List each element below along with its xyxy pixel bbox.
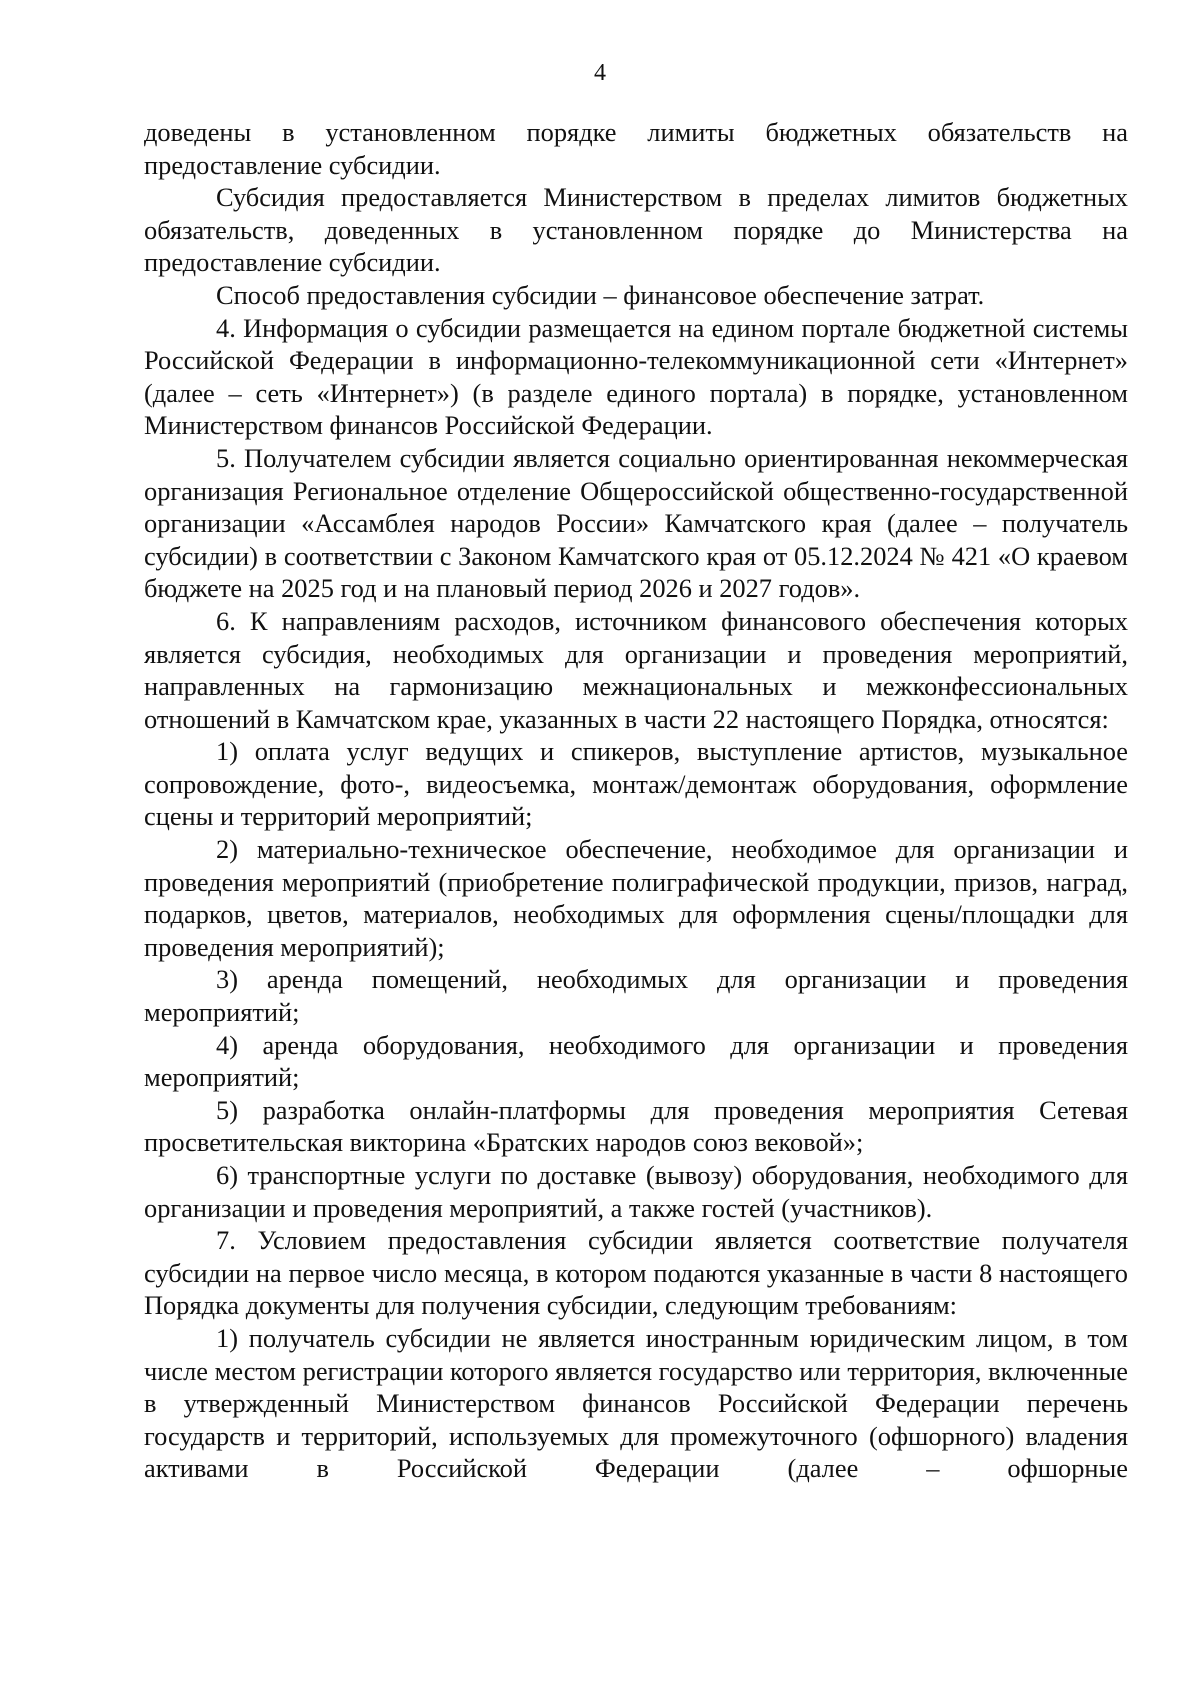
list-item-6-5: 5) разработка онлайн-платформы для проведения мероприятия Сетевая просветительская викторина «Братских народов союз вековой»; bbox=[144, 1094, 1128, 1158]
page-number: 4 bbox=[594, 60, 606, 86]
paragraph-continuation: доведены в установленном порядке лимиты бюджетных обязательств на предоставление субсидии. bbox=[144, 117, 1128, 180]
paragraph-clause-4: 4. Информация о субсидии размещается на едином портале бюджетной системы Российской Федерации в информационно-телекоммуникационной сети «Интернет» (далее – сеть «Интернет») (в разделе единого портала) в порядке, установленном Министерством финансов Российской Федерации. bbox=[144, 312, 1128, 441]
list-item-7-1: 1) получатель субсидии не является иностранным юридическим лицом, в том числе местом регистрации которого является государство или территория, включенные в утвержденный Министерством финансов Российской Федерации перечень государств и территорий, используемых для промежуточного (офшорного) владения активами в Российской Федерации (далее – офшорные bbox=[144, 1322, 1128, 1484]
paragraph-clause-6: 6. К направлениям расходов, источником финансового обеспечения которых является субсидия, необходимых для организации и проведения мероприятий, направленных на гармонизацию межнациональных и межконфессиональных отношений в Камчатском крае, указанных в части 22 настоящего Порядка, относятся: bbox=[144, 605, 1128, 734]
list-item-6-6: 6) транспортные услуги по доставке (вывозу) оборудования, необходимого для организации и проведения мероприятий, а также гостей (участников). bbox=[144, 1160, 1128, 1223]
list-item-6-1: 1) оплата услуг ведущих и спикеров, выступление артистов, музыкальное сопровождение, фото-, видеосъемка, монтаж/демонтаж оборудования, оформление сцены и территорий мероприятий; bbox=[144, 736, 1128, 832]
paragraph-clause-5: 5. Получателем субсидии является социально ориентированная некоммерческая организация Региональное отделение Общероссийской общественно-государственной организации «Ассамблея народов России» Камчатского края (далее – получатель субсидии) в соответствии с Законом Камчатского края от 05.12.2024 № 421 «О краевом бюджете на 2025 год и на плановый период 2026 и 2027 годов». bbox=[144, 442, 1128, 604]
document-body bbox=[144, 116, 1128, 1485]
list-item-6-2: 2) материально-техническое обеспечение, необходимое для организации и проведения мероприятий (приобретение полиграфической продукции, призов, наград, подарков, цветов, материалов, необходимых для оформления сцены/площадки для проведения мероприятий); bbox=[144, 834, 1128, 962]
list-item-6-3: 3) аренда помещений, необходимых для организации и проведения мероприятий; bbox=[144, 964, 1128, 1028]
paragraph-subsidy-limits: Субсидия предоставляется Министерством в пределах лимитов бюджетных обязательств, доведенных в установленном порядке до Министерства на предоставление субсидии. bbox=[144, 182, 1128, 278]
list-item-6-4: 4) аренда оборудования, необходимого для организации и проведения мероприятий; bbox=[144, 1029, 1128, 1093]
paragraph-subsidy-method: Способ предоставления субсидии – финансовое обеспечение затрат. bbox=[216, 279, 985, 310]
paragraph-clause-7: 7. Условием предоставления субсидии является соответствие получателя субсидии на первое число месяца, в котором подаются указанные в части 8 настоящего Порядка документы для получения субсидии, следующим требованиям: bbox=[144, 1225, 1128, 1321]
